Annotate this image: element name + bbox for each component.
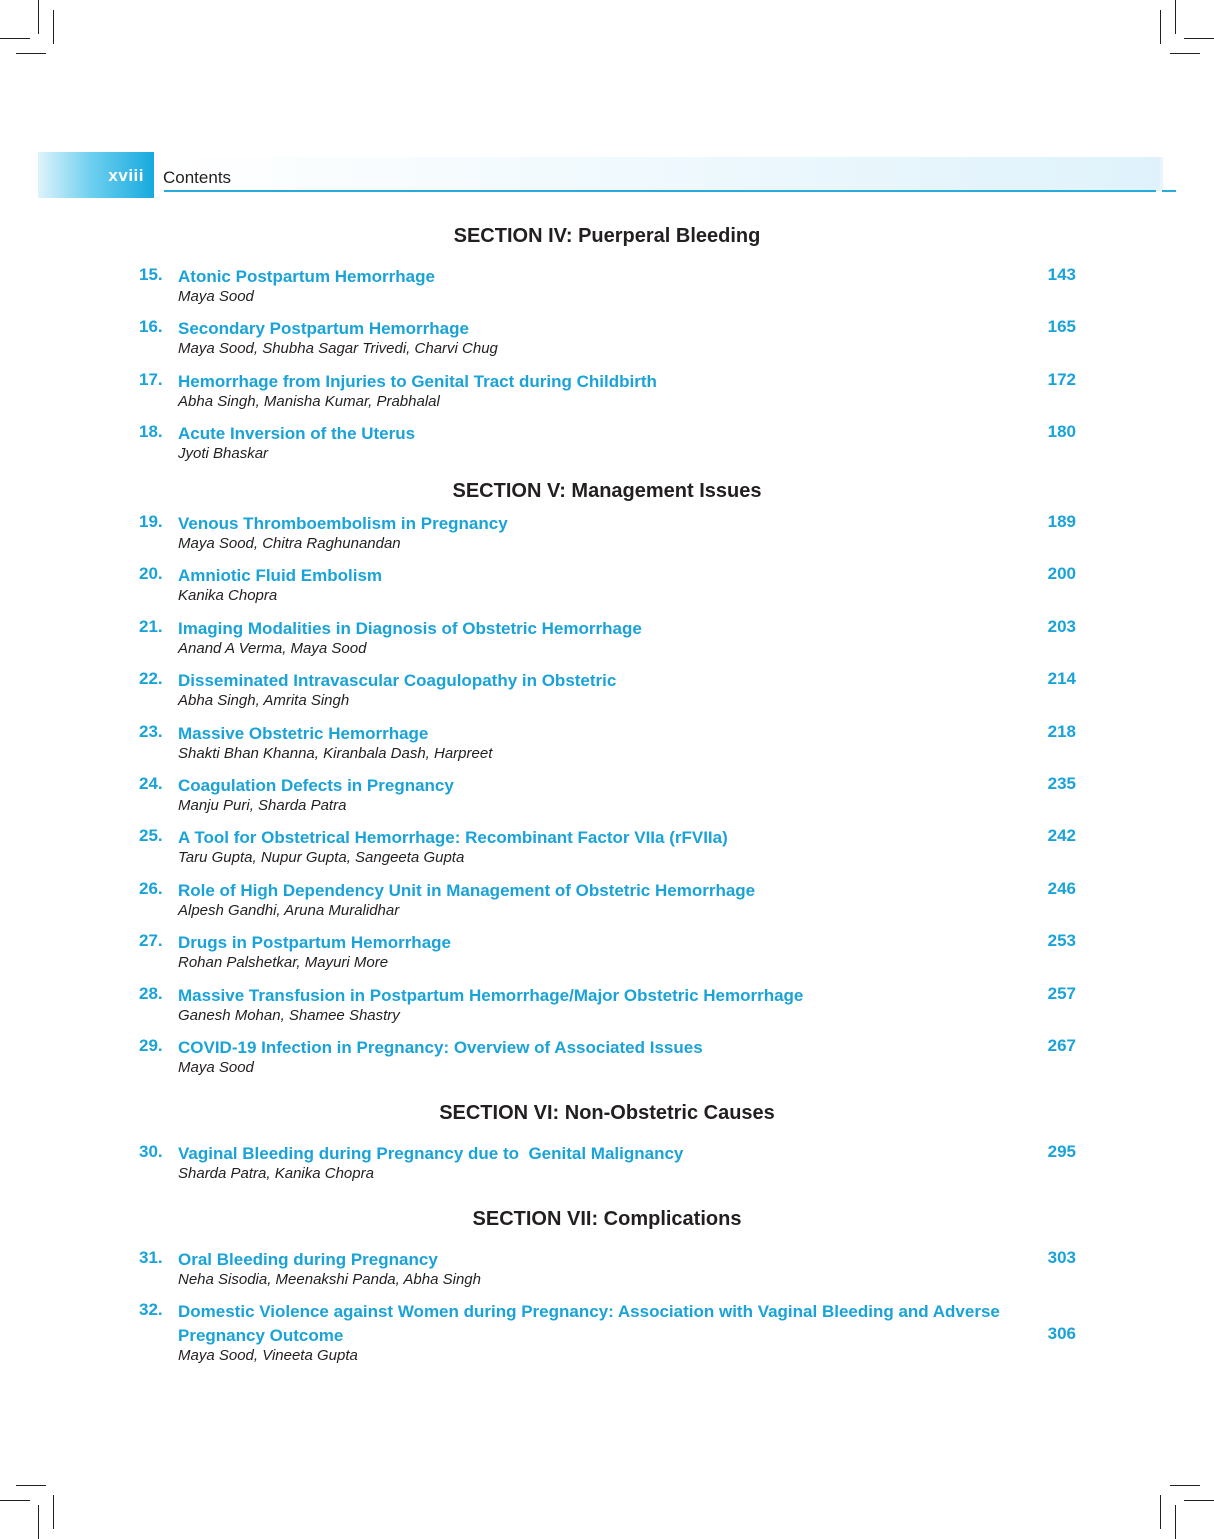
chapter-number: 30. xyxy=(139,1142,163,1161)
crop-mark xyxy=(1160,1495,1161,1529)
chapter-page[interactable]: 200 xyxy=(1047,564,1076,583)
chapter-authors: Maya Sood xyxy=(178,1059,254,1076)
chapter-page[interactable]: 218 xyxy=(1047,722,1076,741)
chapter-page[interactable]: 172 xyxy=(1047,370,1076,389)
running-header xyxy=(38,152,1178,200)
section-title: SECTION VI: Non-Obstetric Causes xyxy=(439,1102,775,1124)
chapter-authors: Alpesh Gandhi, Aruna Muralidhar xyxy=(178,902,400,919)
crop-mark xyxy=(1175,1505,1176,1539)
chapter-authors: Anand A Verma, Maya Sood xyxy=(178,640,367,657)
chapter-page[interactable]: 257 xyxy=(1047,984,1076,1003)
chapter-number: 20. xyxy=(139,564,163,583)
chapter-page[interactable]: 242 xyxy=(1047,826,1076,845)
chapter-authors: Maya Sood, Chitra Raghunandan xyxy=(178,535,401,552)
chapter-page[interactable]: 295 xyxy=(1047,1142,1076,1161)
chapter-title[interactable]: Amniotic Fluid Embolism xyxy=(178,566,383,585)
chapter-number: 15. xyxy=(139,265,163,284)
section-title: SECTION VII: Complications xyxy=(472,1208,742,1230)
chapter-authors: Neha Sisodia, Meenakshi Panda, Abha Singh xyxy=(178,1271,481,1288)
chapter-title[interactable]: Venous Thromboembolism in Pregnancy xyxy=(178,514,508,533)
section-title: SECTION IV: Puerperal Bleeding xyxy=(453,225,761,247)
crop-mark xyxy=(1160,10,1161,44)
running-title: Contents xyxy=(163,168,232,187)
chapter-authors: Abha Singh, Amrita Singh xyxy=(178,692,350,709)
section-title: SECTION V: Management Issues xyxy=(452,480,762,502)
chapter-authors: Rohan Palshetkar, Mayuri More xyxy=(178,954,389,971)
chapter-title[interactable]: Coagulation Defects in Pregnancy xyxy=(178,776,454,795)
chapter-number: 26. xyxy=(139,879,163,898)
chapter-authors: Ganesh Mohan, Shamee Shastry xyxy=(178,1007,400,1024)
crop-mark xyxy=(16,53,46,54)
chapter-page[interactable]: 189 xyxy=(1047,512,1076,531)
chapter-authors: Kanika Chopra xyxy=(178,587,278,604)
chapter-title[interactable]: COVID-19 Infection in Pregnancy: Overview of Associated Issues xyxy=(178,1038,703,1057)
chapter-title[interactable]: Massive Transfusion in Postpartum Hemorrhage/Major Obstetric Hemorrhage xyxy=(178,986,804,1005)
chapter-page[interactable]: 246 xyxy=(1047,879,1076,898)
crop-mark xyxy=(1170,1485,1200,1486)
chapter-title[interactable]: Drugs in Postpartum Hemorrhage xyxy=(178,933,451,952)
chapter-title[interactable]: Imaging Modalities in Diagnosis of Obstetric Hemorrhage xyxy=(178,619,642,638)
chapter-number: 27. xyxy=(139,931,163,950)
chapter-authors: Jyoti Bhaskar xyxy=(178,445,269,462)
chapter-authors: Taru Gupta, Nupur Gupta, Sangeeta Gupta xyxy=(178,849,465,866)
chapter-authors: Maya Sood xyxy=(178,288,254,305)
chapter-page[interactable]: 203 xyxy=(1047,617,1076,636)
crop-mark xyxy=(1170,53,1200,54)
chapter-title[interactable]: Acute Inversion of the Uterus xyxy=(178,424,416,443)
chapter-number: 23. xyxy=(139,722,163,741)
chapter-number: 28. xyxy=(139,984,163,1003)
chapter-title[interactable]: Disseminated Intravascular Coagulopathy in Obstetric xyxy=(178,671,617,690)
crop-mark xyxy=(0,1500,30,1501)
chapter-page[interactable]: 180 xyxy=(1047,422,1076,441)
chapter-number: 21. xyxy=(139,617,163,636)
chapter-authors: Manju Puri, Sharda Patra xyxy=(178,797,347,814)
chapter-title[interactable]: Secondary Postpartum Hemorrhage xyxy=(178,319,469,338)
crop-mark xyxy=(38,0,39,34)
crop-mark xyxy=(53,10,54,44)
chapter-number: 32. xyxy=(139,1300,163,1319)
chapter-number: 16. xyxy=(139,317,163,336)
crop-mark xyxy=(0,38,30,39)
chapter-authors: Sharda Patra, Kanika Chopra xyxy=(178,1165,374,1182)
chapter-number: 22. xyxy=(139,669,163,688)
chapter-number: 25. xyxy=(139,826,163,845)
chapter-page[interactable]: 306 xyxy=(1047,1324,1076,1343)
crop-mark xyxy=(1175,0,1176,34)
chapter-authors: Shakti Bhan Khanna, Kiranbala Dash, Harpreet xyxy=(178,745,493,762)
chapter-page[interactable]: 165 xyxy=(1047,317,1076,336)
chapter-number: 18. xyxy=(139,422,163,441)
chapter-title[interactable]: Role of High Dependency Unit in Management of Obstetric Hemorrhage xyxy=(178,881,756,900)
header-rule-stub xyxy=(1162,190,1176,192)
header-band xyxy=(160,157,1160,191)
chapter-title[interactable]: Oral Bleeding during Pregnancy xyxy=(178,1250,438,1269)
page-number: xviii xyxy=(108,166,144,185)
page-number-tab xyxy=(38,152,154,198)
chapter-authors: Maya Sood, Shubha Sagar Trivedi, Charvi Chug xyxy=(178,340,498,357)
chapter-number: 29. xyxy=(139,1036,163,1055)
crop-mark xyxy=(53,1495,54,1529)
crop-mark xyxy=(1184,38,1214,39)
chapter-number: 17. xyxy=(139,370,163,389)
chapter-title[interactable]: Hemorrhage from Injuries to Genital Tract during Childbirth xyxy=(178,372,657,391)
chapter-page[interactable]: 253 xyxy=(1047,931,1076,950)
chapter-authors: Abha Singh, Manisha Kumar, Prabhalal xyxy=(178,393,440,410)
chapter-title[interactable]: Atonic Postpartum Hemorrhage xyxy=(178,267,435,286)
chapter-title[interactable]: Domestic Violence against Women during Pregnancy: Association with Vaginal Bleeding and Adverse Pregnancy Outcome xyxy=(178,1302,1000,1345)
chapter-page[interactable]: 143 xyxy=(1047,265,1076,284)
chapter-page[interactable]: 303 xyxy=(1047,1248,1076,1267)
crop-mark xyxy=(16,1485,46,1486)
chapter-number: 31. xyxy=(139,1248,163,1267)
chapter-authors: Maya Sood, Vineeta Gupta xyxy=(178,1347,358,1364)
crop-mark xyxy=(38,1505,39,1539)
header-rule xyxy=(164,190,1156,192)
chapter-page[interactable]: 267 xyxy=(1047,1036,1076,1055)
chapter-number: 24. xyxy=(139,774,163,793)
chapter-page[interactable]: 214 xyxy=(1047,669,1076,688)
chapter-title[interactable]: A Tool for Obstetrical Hemorrhage: Recombinant Factor VIIa (rFVIIa) xyxy=(178,828,728,847)
chapter-page[interactable]: 235 xyxy=(1047,774,1076,793)
chapter-number: 19. xyxy=(139,512,163,531)
header-divider xyxy=(1160,157,1163,191)
crop-mark xyxy=(1184,1500,1214,1501)
chapter-title[interactable]: Massive Obstetric Hemorrhage xyxy=(178,724,429,743)
chapter-title[interactable]: Vaginal Bleeding during Pregnancy due to Genital Malignancy xyxy=(178,1144,684,1163)
